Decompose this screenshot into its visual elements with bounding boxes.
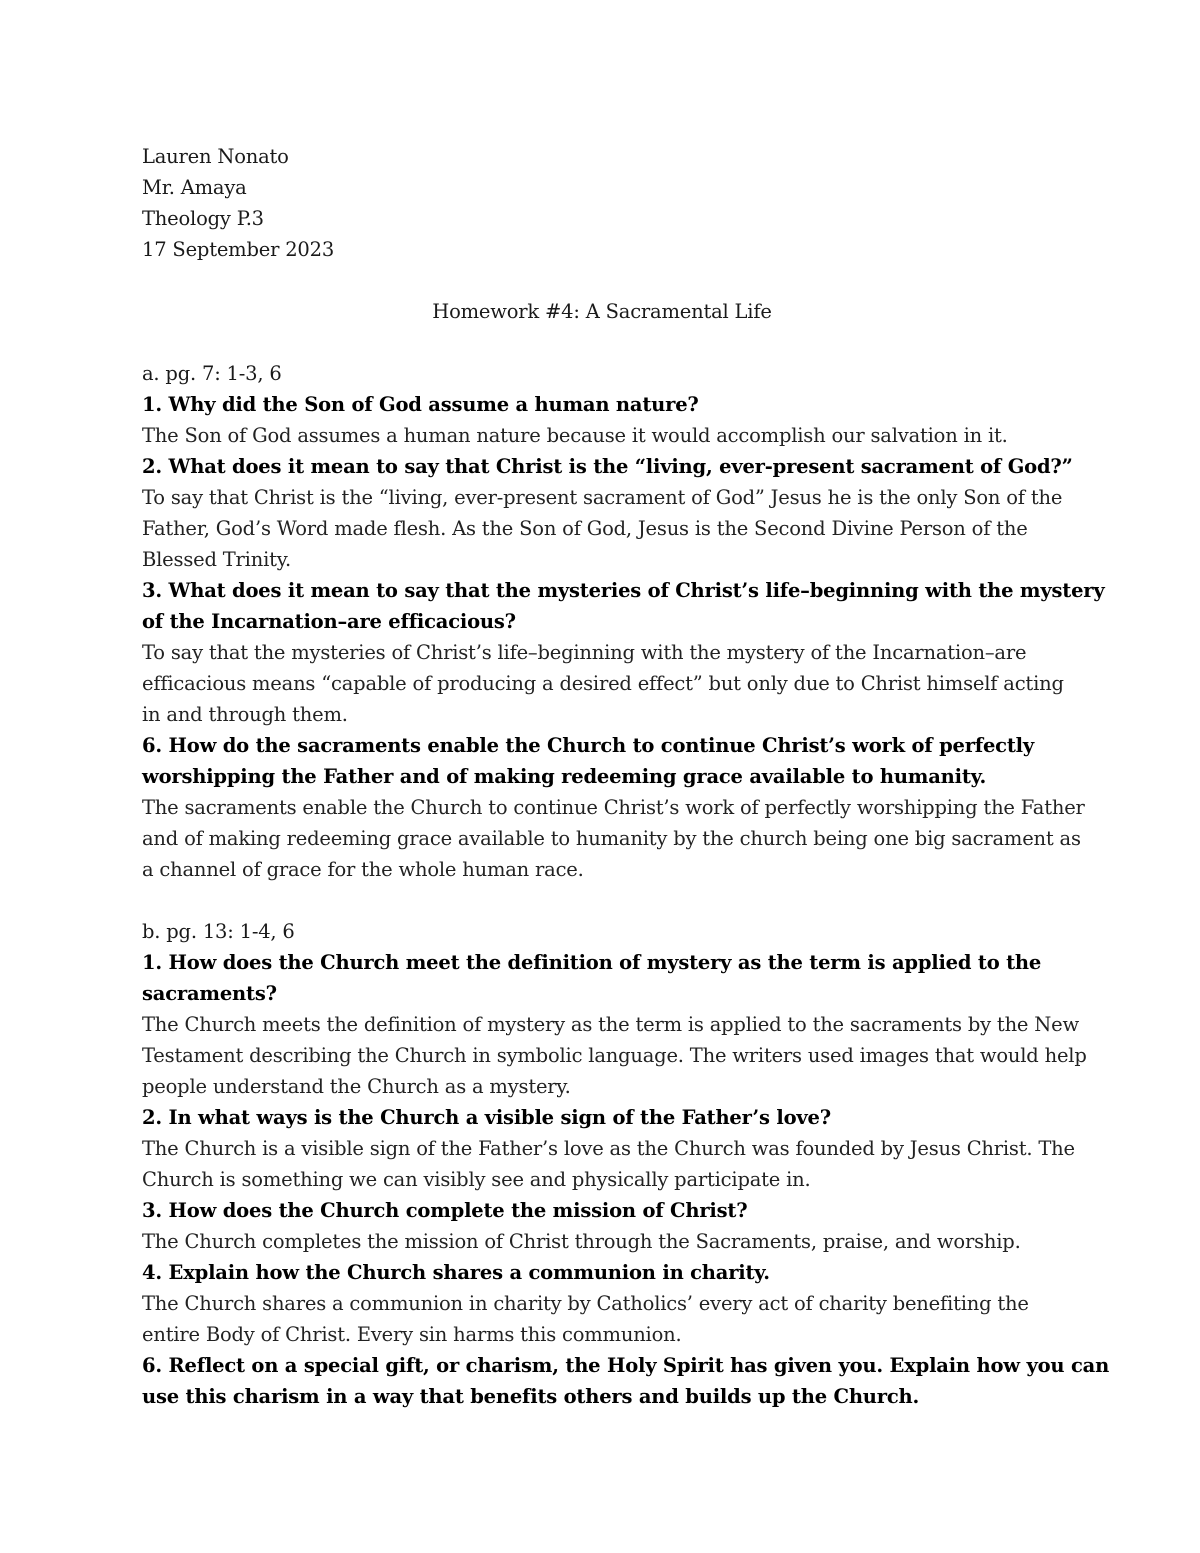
answer-b4-line: entire Body of Christ. Every sin harms this communion. [142, 1323, 682, 1346]
section-b [142, 916, 1110, 1412]
answer-b1-line: people understand the Church as a mystery. [142, 1075, 571, 1098]
question-a2: 2. What does it mean to say that Christ is the “living, ever-present sacrament of God?” [142, 455, 1073, 478]
question-b1-line: sacraments? [142, 982, 277, 1005]
question-a6-line: 6. How do the sacraments enable the Church to continue Christ’s work of perfectly [142, 734, 1034, 757]
answer-b2-line: Church is something we can visibly see and physically participate in. [142, 1168, 811, 1191]
section-b-label: b. pg. 13: 1-4, 6 [142, 920, 295, 943]
question-b6-line: 6. Reflect on a special gift, or charism, the Holy Spirit has given you. Explain how you can [142, 1354, 1110, 1377]
answer-a2-line: Blessed Trinity. [142, 548, 291, 571]
answer-a6-line: and of making redeeming grace available to humanity by the church being one big sacrament as [142, 827, 1081, 850]
answer-a2-line: Father, God’s Word made flesh. As the Son of God, Jesus is the Second Divine Person of the [142, 517, 1028, 540]
header-block [142, 141, 1062, 265]
question-b4: 4. Explain how the Church shares a communion in charity. [142, 1261, 770, 1284]
section-a-label: a. pg. 7: 1-3, 6 [142, 362, 282, 385]
document-page [142, 141, 1110, 1412]
question-a1: 1. Why did the Son of God assume a human nature? [142, 393, 699, 416]
student-name: Lauren Nonato [142, 145, 289, 168]
page-title: Homework #4: A Sacramental Life [432, 300, 772, 323]
answer-b3: The Church completes the mission of Christ through the Sacraments, praise, and worship. [142, 1230, 1021, 1253]
question-b2: 2. In what ways is the Church a visible sign of the Father’s love? [142, 1106, 831, 1129]
answer-b1-line: Testament describing the Church in symbolic language. The writers used images that would help [142, 1044, 1087, 1067]
answer-a6-line: The sacraments enable the Church to continue Christ’s work of perfectly worshipping the Father [142, 796, 1085, 819]
answer-a2-line: To say that Christ is the “living, ever-present sacrament of God” Jesus he is the only Son of the [142, 486, 1063, 509]
question-a3-line: of the Incarnation–are efficacious? [142, 610, 516, 633]
date: 17 September 2023 [142, 238, 335, 261]
section-spacer [142, 885, 1062, 916]
course-name: Theology P.3 [142, 207, 264, 230]
question-a3-line: 3. What does it mean to say that the mysteries of Christ’s life–beginning with the mystery [142, 579, 1105, 602]
question-a6-line: worshipping the Father and of making redeeming grace available to humanity. [142, 765, 987, 788]
answer-a1: The Son of God assumes a human nature because it would accomplish our salvation in it. [142, 424, 1008, 447]
question-b1-line: 1. How does the Church meet the definition of mystery as the term is applied to the [142, 951, 1042, 974]
question-b6-line: use this charism in a way that benefits others and builds up the Church. [142, 1385, 920, 1408]
answer-a3-line: efficacious means “capable of producing a desired effect” but only due to Christ himself acting [142, 672, 1064, 695]
answer-a3-line: in and through them. [142, 703, 348, 726]
answer-b1-line: The Church meets the definition of mystery as the term is applied to the sacraments by the New [142, 1013, 1079, 1036]
section-a [142, 358, 1105, 885]
answer-b2-line: The Church is a visible sign of the Father’s love as the Church was founded by Jesus Christ. The [142, 1137, 1075, 1160]
answer-b4-line: The Church shares a communion in charity by Catholics’ every act of charity benefiting the [142, 1292, 1029, 1315]
answer-a3-line: To say that the mysteries of Christ’s life–beginning with the mystery of the Incarnation–are [142, 641, 1027, 664]
question-b3: 3. How does the Church complete the mission of Christ? [142, 1199, 748, 1222]
teacher-name: Mr. Amaya [142, 176, 247, 199]
answer-a6-line: a channel of grace for the whole human race. [142, 858, 584, 881]
